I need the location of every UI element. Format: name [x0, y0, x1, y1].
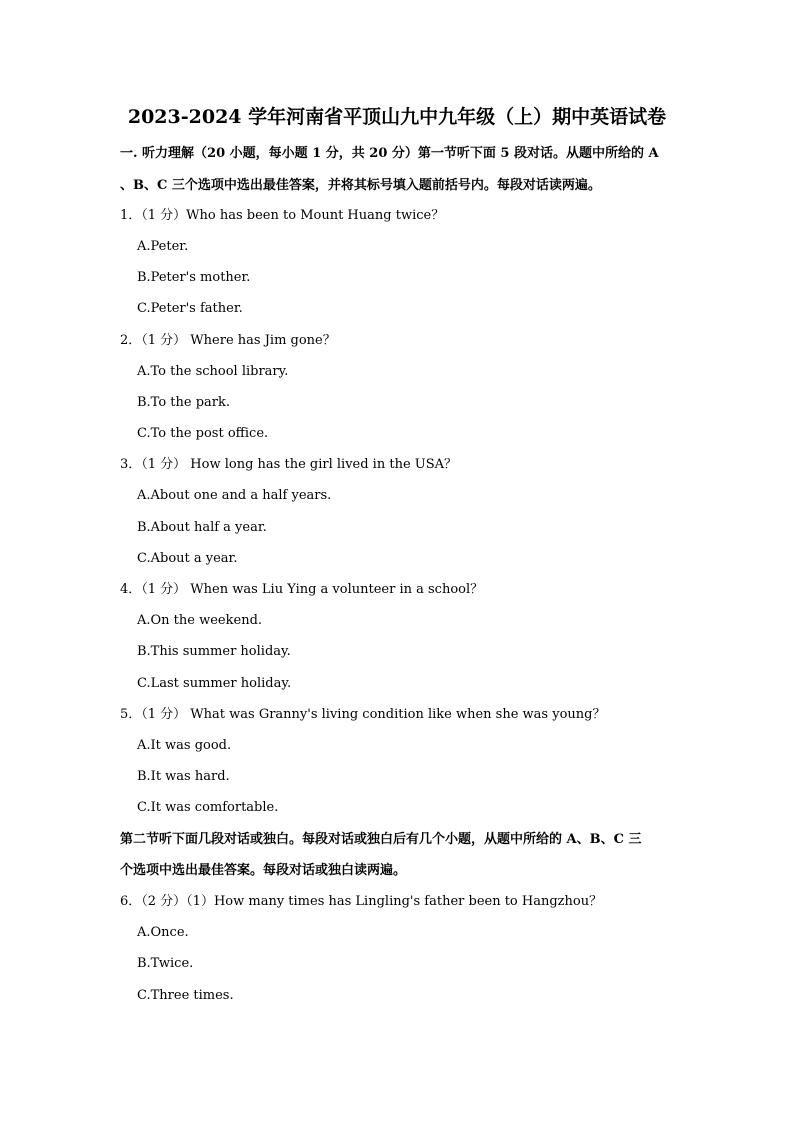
question-6-option-a: A.Once.	[137, 925, 189, 940]
section2-instructions-line1: 第二节听下面几段对话或独白。每段对话或独白后有几个小题，从题中所给的 A、B、C 三	[120, 832, 642, 847]
section1-instructions-line1: 一. 听力理解（20 小题，每小题 1 分，共 20 分）第一节听下面 5 段对话。从题中所给的 A	[120, 146, 659, 161]
question-5-option-a: A.It was good.	[137, 738, 232, 753]
question-5-option-b: B.It was hard.	[137, 769, 230, 784]
question-1-option-c: C.Peter's father.	[137, 301, 243, 316]
question-3-stem: 3．（1 分） How long has the girl lived in the USA？	[120, 457, 458, 472]
question-1-option-a: A.Peter.	[137, 239, 189, 254]
question-1-stem: 1．（1 分）Who has been to Mount Huang twice？	[120, 208, 445, 223]
question-5-stem: 5．（1 分） What was Granny's living condition like when she was young？	[120, 707, 606, 722]
question-6-option-c: C.Three times.	[137, 988, 234, 1003]
question-1-option-b: B.Peter's mother.	[137, 270, 251, 285]
section2-instructions-line2: 个选项中选出最佳答案。每段对话或独白读两遍。	[120, 863, 407, 878]
question-3-option-b: B.About half a year.	[137, 520, 267, 535]
section1-instructions-line2: 、B、C 三个选项中选出最佳答案，并将其标号填入题前括号内。每段对话读两遍。	[120, 178, 601, 193]
question-5-option-c: C.It was comfortable.	[137, 800, 279, 815]
question-2-option-b: B.To the park.	[137, 395, 231, 410]
question-2-option-a: A.To the school library.	[137, 364, 289, 379]
question-4-option-b: B.This summer holiday.	[137, 644, 291, 659]
question-4-stem: 4．（1 分） When was Liu Ying a volunteer in a school？	[120, 582, 484, 597]
question-3-option-a: A.About one and a half years.	[137, 488, 332, 503]
question-2-stem: 2．（1 分） Where has Jim gone？	[120, 333, 336, 348]
page-title: 2023-2024 学年河南省平顶山九中九年级（上）期中英语试卷	[127, 106, 667, 128]
question-4-option-c: C.Last summer holiday.	[137, 676, 292, 691]
question-6-stem: 6．（2 分）（1）How many times has Lingling's father been to Hangzhou？	[120, 894, 603, 909]
question-3-option-c: C.About a year.	[137, 551, 238, 566]
question-6-option-b: B.Twice.	[137, 956, 194, 971]
question-2-option-c: C.To the post office.	[137, 426, 269, 441]
question-4-option-a: A.On the weekend.	[137, 613, 263, 628]
